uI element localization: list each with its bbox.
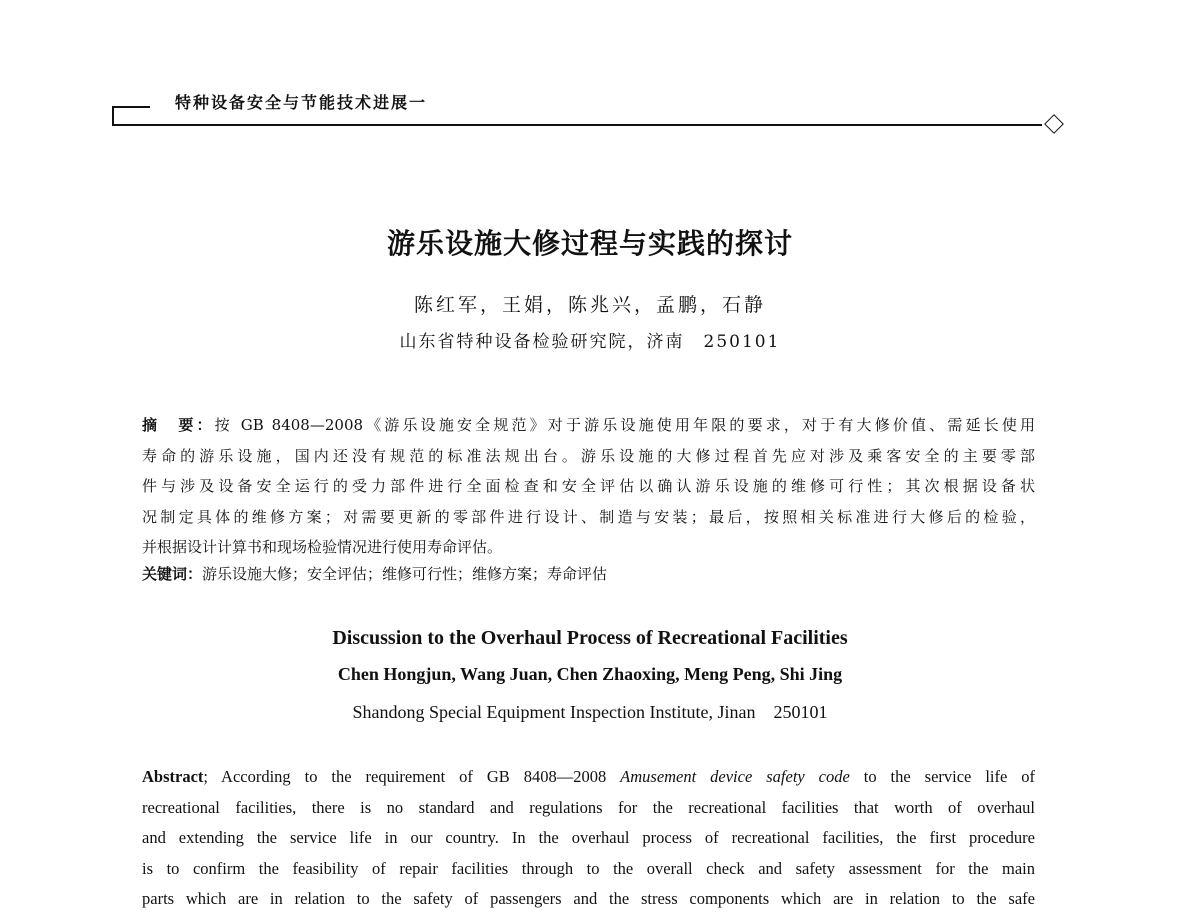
abstract-en-line: recreational facilities, there is no standard and regulations for the recreational facilities that worth of overhaul bbox=[142, 797, 1035, 817]
abstract-en-line: is to confirm the feasibility of repair facilities through to the overall check and safety assessment for the main bbox=[142, 858, 1035, 878]
authors-en: Chen Hongjun, Wang Juan, Chen Zhaoxing, Meng Peng, Shi Jing bbox=[337, 664, 843, 684]
abstract-en-line: Abstract; According to the requirement of GB 8408—2008 Amusement device safety code to the service life of bbox=[142, 767, 1035, 786]
abstract-en-line: and extending the service life in our country. In the overhaul process of recreational facilities, the first procedure bbox=[142, 828, 1035, 848]
abstract-cn-text: 按 GB 8408—2008《游乐设施安全规范》对于游乐设施使用年限的要求，对于有大修价值、需延长使用 bbox=[214, 416, 1035, 434]
abstract-en-text: to the service life of bbox=[849, 767, 1035, 786]
header-rule-vertical bbox=[112, 106, 114, 124]
diamond-ornament-icon bbox=[1044, 114, 1064, 134]
header-rule bbox=[112, 124, 1042, 126]
keywords-text: 游乐设施大修；安全评估；维修可行性；维修方案；寿命评估 bbox=[202, 565, 608, 583]
header-rule-short bbox=[112, 106, 150, 108]
abstract-en bbox=[142, 762, 1035, 915]
abstract-cn-line: 况制定具体的维修方案；对需要更新的零部件进行设计、制造与安装；最后，按照相关标准进行大修后的检验， bbox=[142, 507, 1035, 526]
title-cn: 游乐设施大修过程与实践的探讨 bbox=[386, 227, 793, 260]
abstract-cn bbox=[142, 410, 1035, 563]
abstract-cn-line: 件与涉及设备安全运行的受力部件进行全面检查和安全评估以确认游乐设施的维修可行性；其次根据设备状 bbox=[142, 477, 1035, 496]
abstract-en-text: According to the requirement of GB 8408—2008 bbox=[221, 767, 621, 786]
keywords-cn bbox=[142, 563, 607, 584]
abstract-cn-line bbox=[142, 410, 1035, 441]
affiliation-en: Shandong Special Equipment Inspection Institute, Jinan 250101 bbox=[352, 702, 828, 722]
abstract-en-label: Abstract bbox=[142, 767, 204, 786]
running-header: 特种设备安全与节能技术进展一 bbox=[175, 93, 428, 112]
abstract-cn-line: 寿命的游乐设施，国内还没有规范的标准法规出台。游乐设施的大修过程首先应对涉及乘客安全的主要零部 bbox=[142, 446, 1035, 465]
abstract-en-line: parts which are in relation to the safety of passengers and the stress components which are in relation to the safe bbox=[142, 889, 1035, 909]
abstract-cn-line: 并根据设计计算书和现场检验情况进行使用寿命评估。 bbox=[142, 538, 503, 557]
authors-cn: 陈红军，王娟，陈兆兴，孟鹏，石静 bbox=[413, 294, 766, 316]
abstract-cn-label: 摘 要： bbox=[142, 416, 215, 434]
affiliation-cn: 山东省特种设备检验研究院，济南 250101 bbox=[399, 332, 781, 352]
abstract-en-italic: Amusement device safety code bbox=[620, 767, 850, 786]
keywords-label: 关键词： bbox=[142, 565, 203, 583]
title-en: Discussion to the Overhaul Process of Recreational Facilities bbox=[332, 627, 848, 649]
